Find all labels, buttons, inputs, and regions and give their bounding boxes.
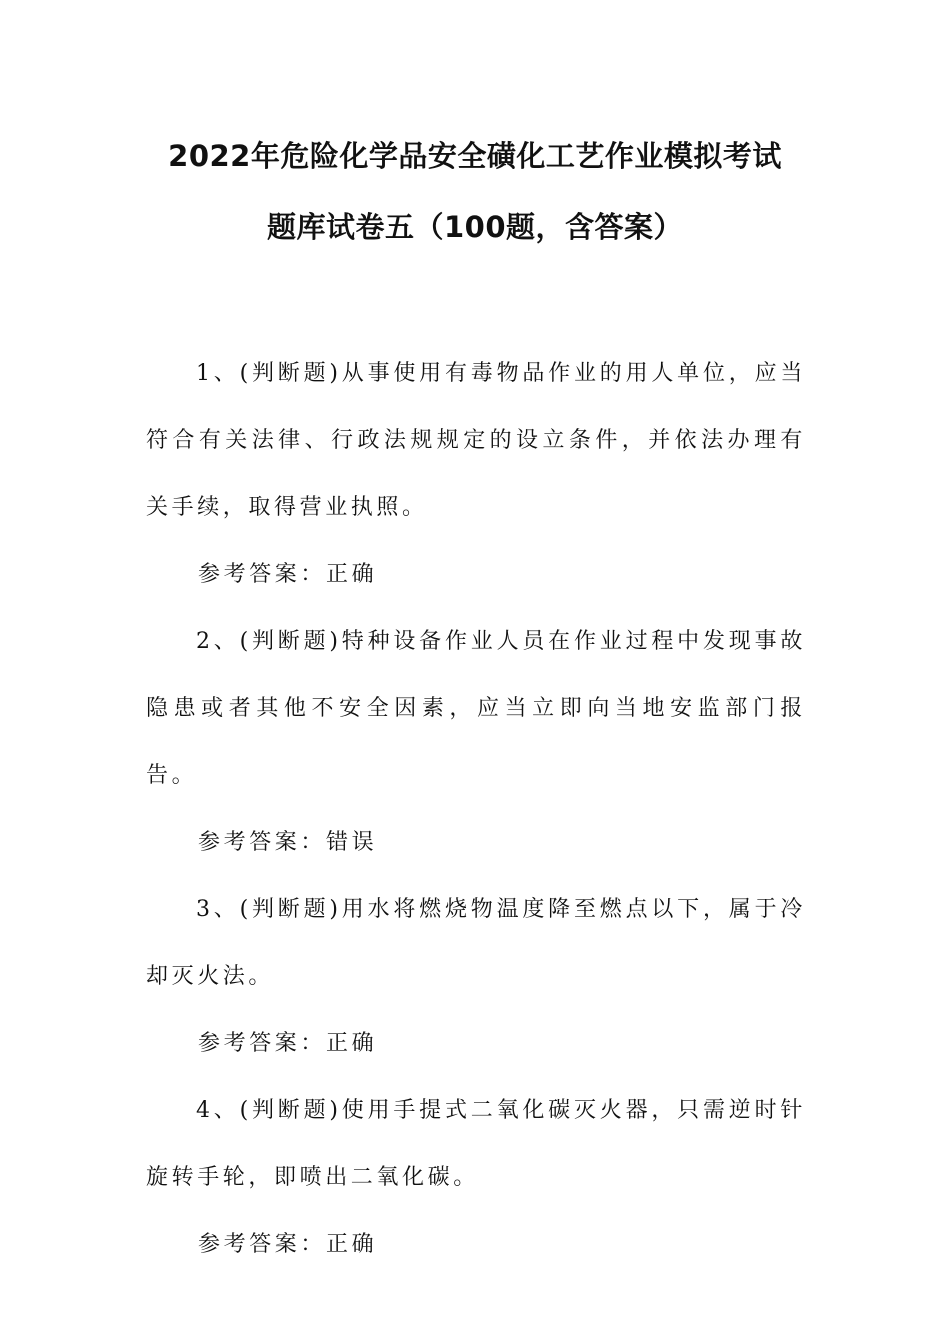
answer-4 [146,1211,806,1278]
question-1 [146,340,806,541]
document-title-line-2: 题库试卷五（100题，含答案） [266,210,684,244]
question-number: 3、 [196,897,240,922]
question-number: 1、 [196,361,240,386]
question-type: (判断题) [239,629,342,654]
question-2 [146,608,806,809]
answer-label: 参考答案： [198,830,327,855]
question-3 [146,876,806,1010]
question-list [146,340,806,1278]
question-number: 2、 [196,629,240,654]
answer-2 [146,809,806,876]
answer-value: 正确 [326,562,378,587]
question-type: (判断题) [239,361,342,386]
question-text: 用水将燃烧物温度降至燃点以下，属于冷却灭火法。 [146,897,806,989]
question-4 [146,1077,806,1211]
answer-1 [146,541,806,608]
answer-label: 参考答案： [198,1232,327,1257]
answer-value: 错误 [326,830,378,855]
answer-label: 参考答案： [198,562,327,587]
question-type: (判断题) [239,897,342,922]
answer-value: 正确 [326,1232,378,1257]
question-type: (判断题) [239,1098,342,1123]
answer-value: 正确 [326,1031,378,1056]
question-text: 从事使用有毒物品作业的用人单位，应当符合有关法律、行政法规规定的设立条件，并依法办理有关手续，取得营业执照。 [146,361,806,520]
answer-3 [146,1010,806,1077]
document-title-line-1: 2022年危险化学品安全磺化工艺作业模拟考试 [168,139,782,173]
answer-label: 参考答案： [198,1031,327,1056]
question-number: 4、 [196,1098,240,1123]
question-text: 使用手提式二氧化碳灭火器，只需逆时针旋转手轮，即喷出二氧化碳。 [146,1098,806,1190]
question-text: 特种设备作业人员在作业过程中发现事故隐患或者其他不安全因素，应当立即向当地安监部门报告。 [146,629,806,788]
